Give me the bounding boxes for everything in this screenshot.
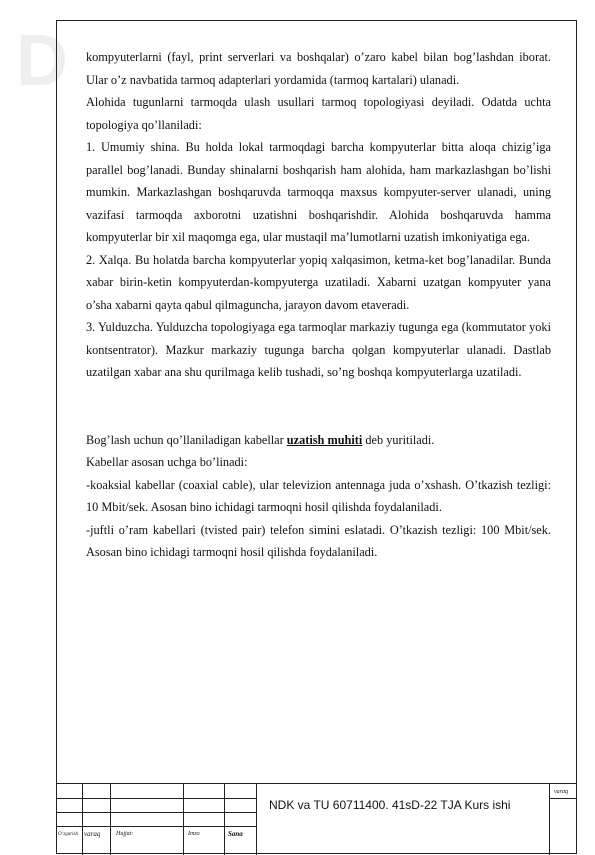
paragraph-9: -juftli o’ram kabellari (tvisted pair) telefon simini eslatadi. O’tkazish tezligi: 100 Mbit/sek. Asosan bino ichidagi tarmoqni hosil qilishda foydalaniladi.: [86, 522, 551, 559]
document-code-title: NDK va TU 60711400. 41sD-22 TJA Kurs ishi: [269, 798, 511, 812]
stamp-row-line-1: [56, 798, 256, 799]
paragraph-1: kompyuterlarni (fayl, print serverlari va boshqalar) o’zaro kabel bilan bog’lashdan iborat. Ular o’z navbatida tarmoq adapterlari yordamida (tarmoq kartalari) ulanadi.: [86, 50, 551, 87]
spacer: [86, 384, 551, 429]
paragraph-7: Kabellar asosan uchga bo’linadi:: [86, 455, 248, 469]
paragraph-2: Alohida tugunlarni tarmoqda ulash usullari tarmoq topologiyasi deyiladi. Odatda uchta topologiya qo’llaniladi:: [86, 95, 551, 132]
stamp-row-line-2: [56, 812, 256, 813]
stamp-col-3: [183, 784, 184, 855]
label-varaq: varaq: [84, 830, 101, 838]
label-sana: Sana: [228, 830, 243, 838]
paragraph-6-start: Bog’lash uchun qo’llaniladigan kabellar: [86, 432, 287, 447]
stamp-col-4: [224, 784, 225, 855]
label-varaq-right: varaq: [554, 789, 568, 795]
paragraph-6: [86, 429, 551, 452]
stamp-col-1: [82, 784, 83, 855]
paragraph-3: 1. Umumiy shina. Bu holda lokal tarmoqdagi barcha kompyuterlar bitta aloqa chizig’iga parallel bog’lanadi. Bunday shinalarni boshqarish ham alohida, ham markazlashgan bo’lishi mumkin. Markazlashgan boshqaruvda tarmoqqa maxsus kompyuter-server ulanadi, uning vazifasi tarmoqda axborotni uzatishni boshqarishdir. Alohida boshqaruvda hamma kompyuterlar bir xil maqomga ega, ular mustaqil ma’lumotlarni uzatish imkoniyatiga ega.: [86, 140, 551, 244]
stamp-col-6: [549, 784, 550, 855]
paragraph-5: 3. Yulduzcha. Yulduzcha topologiyaga ega tarmoqlar markaziy tugunga ega (kommutator yoki kontsentrator). Mazkur markaziy tugunga barcha qolgan kompyuterlar ulanadi. Dastlab uzatilgan xabar ana shu qurilmaga kelib tushadi, so’ng boshqa kompyuterlarga uzatiladi.: [86, 320, 551, 379]
label-hujjat: Hujjat:: [116, 831, 134, 837]
paragraph-6-end: deb yuritiladi.: [362, 432, 435, 447]
document-body: [86, 46, 551, 564]
stamp-col-2: [110, 784, 111, 855]
label-imzo: Imzo: [188, 831, 200, 837]
paragraph-8: -koaksial kabellar (coaxial cable), ular televizion antennaga juda o’xshash. O’tkazish tezligi: 10 Mbit/sek. Asosan bino ichidagi tarmoqni hosil qilishda foydalaniladi.: [86, 477, 551, 514]
paragraph-4: 2. Xalqa. Bu holatda barcha kompyuterlar yopiq xalqasimon, ketma-ket bog’lanadilar. Bunda xabar birin-ketin kompyuterdan-kompyuterga uzatiladi. Xabarni uzatgan kompyuter yana o’sha xabarni qayta qabul qilmaguncha, jarayon davom etaveradi.: [86, 252, 551, 312]
title-block: [56, 783, 577, 855]
stamp-row-line-3: [56, 826, 256, 827]
stamp-sheet-line: [549, 798, 577, 799]
label-ozgarish: O’zgarish: [58, 832, 79, 837]
watermark-left: D: [16, 21, 68, 101]
term-transmission-medium: uzatish muhiti: [286, 432, 363, 447]
stamp-col-5: [256, 784, 257, 855]
